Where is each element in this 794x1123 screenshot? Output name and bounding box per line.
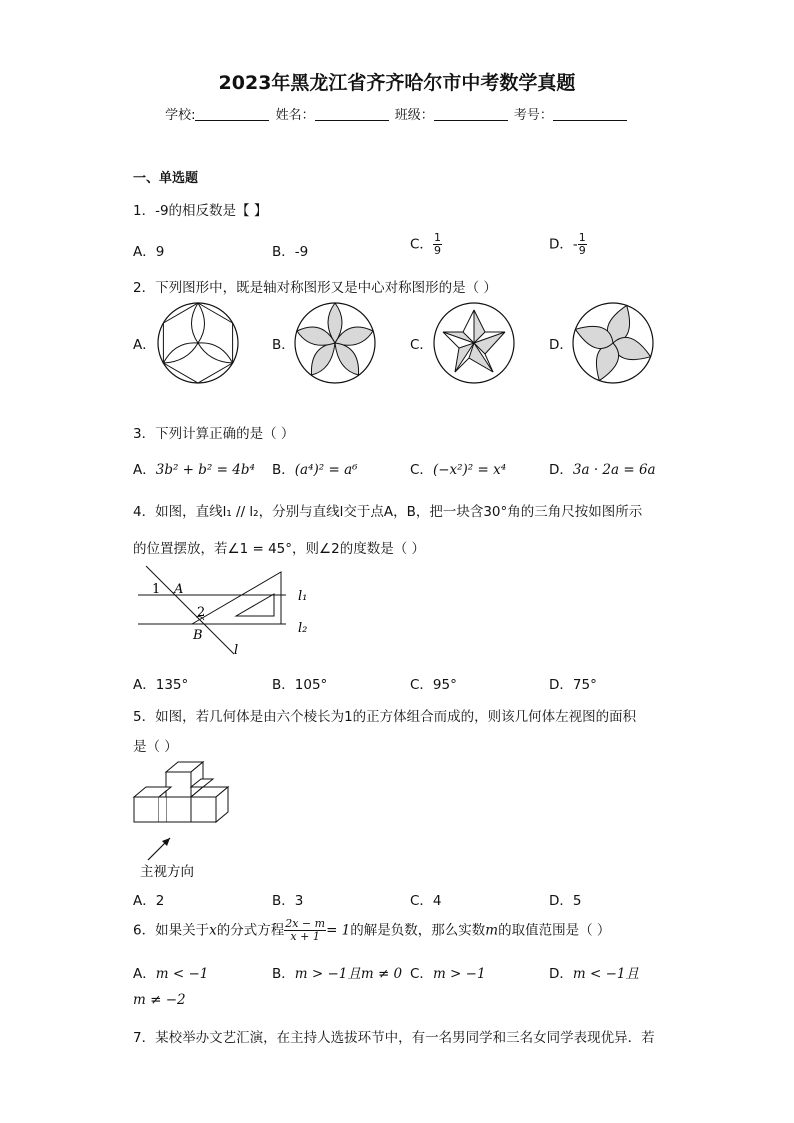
q4-fig-angle1: 1 <box>152 582 161 597</box>
q3-option-c <box>410 458 506 478</box>
q6-frac-denominator: x + 1 <box>290 930 320 943</box>
q2-figure-c <box>433 302 515 384</box>
q6-option-a <box>133 962 208 982</box>
q1-d-denominator: 9 <box>578 244 586 257</box>
q1-option-c-fraction <box>433 232 442 257</box>
q5-option-a: A．2 <box>133 893 165 909</box>
q6-option-d-label: D． <box>549 966 573 982</box>
name-label: 姓名： <box>275 108 315 123</box>
q7-stem: 7．某校举办文艺汇演，在主持人选拔环节中，有一名男同学和三名女同学表现优异．若 <box>133 1030 655 1046</box>
q1-option-d-fraction <box>578 232 587 257</box>
q4-line2: 的位置摆放，若∠1 = 45°，则∠2的度数是（ ） <box>133 541 425 557</box>
exam-number-label: 考号： <box>513 108 553 123</box>
q4-fig-point-b: B <box>193 628 203 643</box>
q3-stem: 3．下列计算正确的是（ ） <box>133 426 295 442</box>
q6-option-a-label: A． <box>133 966 156 982</box>
q1-option-c <box>410 232 442 257</box>
q4-option-b: B．105° <box>272 677 328 693</box>
q1-option-c-label: C． <box>410 236 433 253</box>
q2-figure-b <box>294 302 376 384</box>
q4-fig-angle2: 2 <box>197 605 206 620</box>
q4-fig-l2: l₂ <box>298 621 308 636</box>
q2-label-b: B． <box>272 337 295 353</box>
q1-stem: 1．-9的相反数是【 】 <box>133 203 268 219</box>
q2-figure-a <box>157 302 239 384</box>
q5-line2: 是（ ） <box>133 739 178 755</box>
q2-label-d: D． <box>549 337 573 353</box>
q1-option-a: A．9 <box>133 244 165 260</box>
q6-stem-mid: 的分式方程 <box>216 922 285 939</box>
section-heading: 一、单选题 <box>133 171 199 186</box>
q3-option-b-expr: (a⁴)² = a⁶ <box>294 462 358 478</box>
q6-option-d-continued: m ≠ −2 <box>133 992 186 1008</box>
q1-option-b: B．-9 <box>272 244 309 260</box>
q6-stem-pre: 6．如果关于 <box>133 922 210 939</box>
q3-option-b-label: B． <box>272 462 295 478</box>
q4-fig-l1: l₁ <box>298 589 308 604</box>
q2-figure-d <box>572 302 654 384</box>
page-title: 2023年黑龙江省齐齐哈尔市中考数学真题 <box>218 72 576 94</box>
q4-option-d: D．75° <box>549 677 597 693</box>
class-blank[interactable] <box>434 108 508 121</box>
q3-option-d-label: D． <box>549 462 573 478</box>
q1-d-numerator: 1 <box>578 231 586 244</box>
q6-option-d <box>549 962 639 982</box>
school-blank[interactable] <box>195 108 269 121</box>
q3-option-d-expr: 3a · 2a = 6a <box>572 462 656 478</box>
q5-figure <box>130 760 235 885</box>
q1-c-numerator: 1 <box>433 231 441 244</box>
q2-label-a: A． <box>133 337 156 353</box>
q3-option-a-label: A． <box>133 462 156 478</box>
q1-option-d <box>549 232 587 257</box>
q6-option-b-label: B． <box>272 966 295 982</box>
q3-option-d <box>549 458 656 478</box>
q6-option-c <box>410 962 486 982</box>
q3-option-a-expr: 3b² + b² = 4b⁴ <box>155 462 255 478</box>
q5-option-d: D．5 <box>549 893 582 909</box>
q6-option-d-expr: m < −1且 <box>572 966 640 982</box>
q6-option-c-label: C． <box>410 966 433 982</box>
q4-option-c: C．95° <box>410 677 457 693</box>
q5-option-c: C．4 <box>410 893 442 909</box>
q4-fig-l: l <box>234 643 239 658</box>
student-info-row <box>0 104 794 123</box>
q6-option-a-expr: m < −1 <box>155 966 209 982</box>
q3-option-a <box>133 458 255 478</box>
q6-option-c-expr: m > −1 <box>432 966 486 982</box>
q5-line1: 5．如图，若几何体是由六个棱长为1的正方体组合而成的，则该几何体左视图的面积 <box>133 709 637 725</box>
q2-stem: 2．下列图形中，既是轴对称图形又是中心对称图形的是（ ） <box>133 280 497 296</box>
q6-option-b <box>272 962 402 982</box>
q3-option-c-expr: (−x²)² = x⁴ <box>432 462 507 478</box>
q1-option-d-label: D．- <box>549 236 578 253</box>
q6-equation-fraction <box>284 918 326 943</box>
q6-frac-numerator: 2x − m <box>285 917 326 930</box>
q4-option-a: A．135° <box>133 677 189 693</box>
q6-var-x: x <box>209 922 217 939</box>
q4-line1: 4．如图，直线l₁ // l₂，分别与直线l交于点A，B，把一块含30°角的三角尺按如图所示 <box>133 504 643 520</box>
school-label: 学校: <box>165 108 196 123</box>
q1-c-denominator: 9 <box>433 244 441 257</box>
q4-fig-point-a: A <box>174 582 184 597</box>
q3-option-b <box>272 458 358 478</box>
q4-figure <box>136 562 321 658</box>
exam-number-blank[interactable] <box>553 108 627 121</box>
q6-stem <box>133 918 610 943</box>
q6-stem-post1: 的解是负数，那么实数 <box>350 922 486 939</box>
q6-option-b-expr: m > −1且m ≠ 0 <box>294 966 403 982</box>
q6-var-m: m <box>485 922 499 939</box>
q5-option-b: B．3 <box>272 893 304 909</box>
q3-option-c-label: C． <box>410 462 433 478</box>
name-blank[interactable] <box>315 108 389 121</box>
class-label: 班级： <box>394 108 434 123</box>
q6-stem-post2: 的取值范围是（ ） <box>498 922 611 939</box>
q5-fig-caption: 主视方向 <box>140 864 194 880</box>
q6-equation-rhs: = 1 <box>326 922 351 939</box>
q2-label-c: C． <box>410 337 433 353</box>
